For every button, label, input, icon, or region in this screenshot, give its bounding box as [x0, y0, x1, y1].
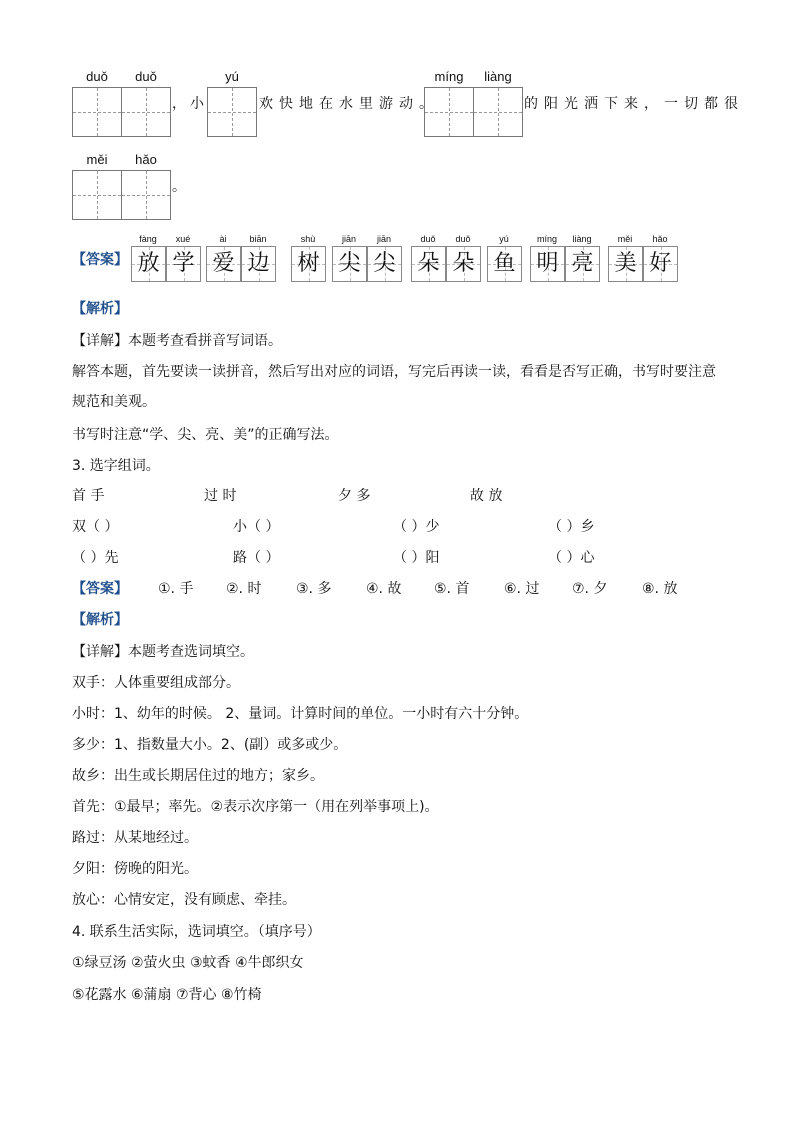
- definition-line: 路过：从某地经过。: [72, 830, 198, 846]
- detail-text: 【详解】本题考查选词填空。: [72, 644, 254, 660]
- answer-pinyin: jiān: [341, 234, 357, 244]
- answer-char: 学: [172, 251, 195, 276]
- fill-blank[interactable]: 路（ ）: [233, 550, 280, 566]
- answer-pinyin: hǎo: [652, 234, 668, 244]
- writing-box[interactable]: [473, 87, 523, 137]
- analysis-line: 解答本题，首先要读一读拼音，然后写出对应的词语，写完后再读一读，看看是否写正确，书写时要注意: [72, 364, 716, 380]
- answer-char-box: [565, 246, 600, 282]
- definition-line: 夕阳：傍晚的阳光。: [72, 861, 198, 877]
- definition-line: 首先：①最早；率先。②表示次序第一（用在列举事项上)。: [72, 799, 439, 815]
- writing-box[interactable]: [121, 87, 171, 137]
- definition-line: 放心：心情安定，没有顾虑、牵挂。: [72, 892, 296, 908]
- fill-blank[interactable]: （ ）阳: [393, 550, 440, 566]
- answer-char: 好: [649, 251, 672, 276]
- sentence-text: 欢快地在水里游动。: [259, 96, 439, 112]
- answer-option: ⑤. 首: [434, 581, 470, 597]
- sentence-text: 。: [172, 179, 186, 195]
- answer-char: 鱼: [493, 251, 516, 276]
- question-title: 4. 联系生活实际，选词填空。（填序号）: [72, 924, 321, 940]
- answer-pinyin: biān: [249, 234, 267, 244]
- answer-char: 尖: [373, 251, 396, 276]
- answer-pinyin: duǒ: [420, 234, 436, 244]
- answer-char: 亮: [571, 251, 594, 276]
- writing-box[interactable]: [121, 170, 171, 220]
- analysis-line: 规范和美观。: [72, 394, 156, 410]
- answer-pinyin: shù: [300, 234, 316, 244]
- fill-blank[interactable]: （ ）心: [548, 550, 595, 566]
- char-group: 故 放: [470, 488, 503, 504]
- answer-pinyin: duǒ: [455, 234, 471, 244]
- answer-option: ①. 手: [158, 581, 194, 597]
- definition-line: 故乡：出生或长期居住过的地方；家乡。: [72, 768, 324, 784]
- answer-char: 树: [297, 251, 320, 276]
- definition-line: 小时：1、幼年的时候。 2、量词。计算时间的单位。一小时有六十分钟。: [72, 706, 529, 722]
- answer-char: 朵: [452, 251, 475, 276]
- answer-char-box: [332, 246, 367, 282]
- fill-blank[interactable]: 双（ ）: [72, 519, 119, 535]
- writing-box[interactable]: [72, 170, 122, 220]
- answer-option: ⑦. 夕: [572, 581, 608, 597]
- answer-pinyin: fàng: [139, 234, 157, 244]
- answer-char-box: [643, 246, 678, 282]
- analysis-line: 书写时注意“学、尖、亮、美”的正确写法。: [72, 427, 339, 443]
- pinyin-label: liàng: [484, 69, 512, 84]
- answer-char: 朵: [417, 251, 440, 276]
- answer-char-box: [608, 246, 643, 282]
- answer-char-box: [487, 246, 522, 282]
- answer-char: 爱: [212, 251, 235, 276]
- answer-option: ②. 时: [226, 581, 262, 597]
- answer-option: ③. 多: [296, 581, 332, 597]
- fill-blank[interactable]: （ ）少: [393, 519, 440, 535]
- word-options: ①绿豆汤 ②萤火虫 ③蚊香 ④牛郎织女: [72, 955, 304, 971]
- pinyin-label: míng: [434, 69, 464, 84]
- answer-pinyin: jiān: [376, 234, 392, 244]
- detail-text: 【详解】本题考查看拼音写词语。: [72, 333, 282, 349]
- answer-char: 尖: [338, 251, 361, 276]
- answer-char-box: [411, 246, 446, 282]
- definition-line: 双手：人体重要组成部分。: [72, 675, 240, 691]
- answer-char-box: [530, 246, 565, 282]
- sentence-text: 小: [190, 96, 204, 112]
- char-group: 首 手: [72, 488, 105, 504]
- fill-blank[interactable]: （ ）乡: [548, 519, 595, 535]
- word-options: ⑤花露水 ⑥蒲扇 ⑦背心 ⑧竹椅: [72, 987, 262, 1003]
- writing-box[interactable]: [207, 87, 257, 137]
- answer-pinyin: ài: [219, 234, 227, 244]
- fill-blank[interactable]: （ ）先: [72, 550, 119, 566]
- writing-box[interactable]: [72, 87, 122, 137]
- answer-option: ⑧. 放: [642, 581, 678, 597]
- answer-char-box: [241, 246, 276, 282]
- answer-char: 美: [614, 251, 637, 276]
- answer-tag: 【答案】: [72, 252, 128, 268]
- pinyin-label: duǒ: [135, 69, 157, 84]
- answer-char-box: [367, 246, 402, 282]
- sentence-text: ，: [172, 96, 186, 112]
- sentence-text: 的阳光洒下来，一切都很: [524, 96, 744, 112]
- char-group: 过 时: [204, 488, 237, 504]
- answer-pinyin: liàng: [572, 234, 592, 244]
- answer-tag: 【答案】: [72, 581, 128, 597]
- answer-option: ④. 故: [366, 581, 402, 597]
- question-title: 3. 选字组词。: [72, 458, 160, 474]
- pinyin-label: yú: [225, 69, 239, 84]
- answer-pinyin: míng: [536, 234, 558, 244]
- definition-line: 多少：1、指数量大小。2、(副）或多或少。: [72, 737, 348, 753]
- fill-blank[interactable]: 小（ ）: [233, 519, 280, 535]
- answer-char: 明: [536, 251, 559, 276]
- char-group: 夕 多: [338, 488, 371, 504]
- pinyin-label: hǎo: [135, 152, 157, 167]
- analysis-tag: 【解析】: [72, 612, 128, 628]
- pinyin-label: duǒ: [86, 69, 108, 84]
- answer-char: 放: [137, 251, 160, 276]
- answer-char-box: [446, 246, 481, 282]
- writing-box[interactable]: [424, 87, 474, 137]
- answer-pinyin: měi: [617, 234, 633, 244]
- pinyin-label: měi: [86, 152, 108, 167]
- answer-char-box: [131, 246, 166, 282]
- answer-char-box: [166, 246, 201, 282]
- answer-char-box: [206, 246, 241, 282]
- answer-char-box: [291, 246, 326, 282]
- answer-pinyin: xué: [175, 234, 191, 244]
- analysis-tag: 【解析】: [72, 301, 128, 317]
- answer-option: ⑥. 过: [504, 581, 540, 597]
- answer-char: 边: [247, 251, 270, 276]
- answer-pinyin: yú: [499, 234, 509, 244]
